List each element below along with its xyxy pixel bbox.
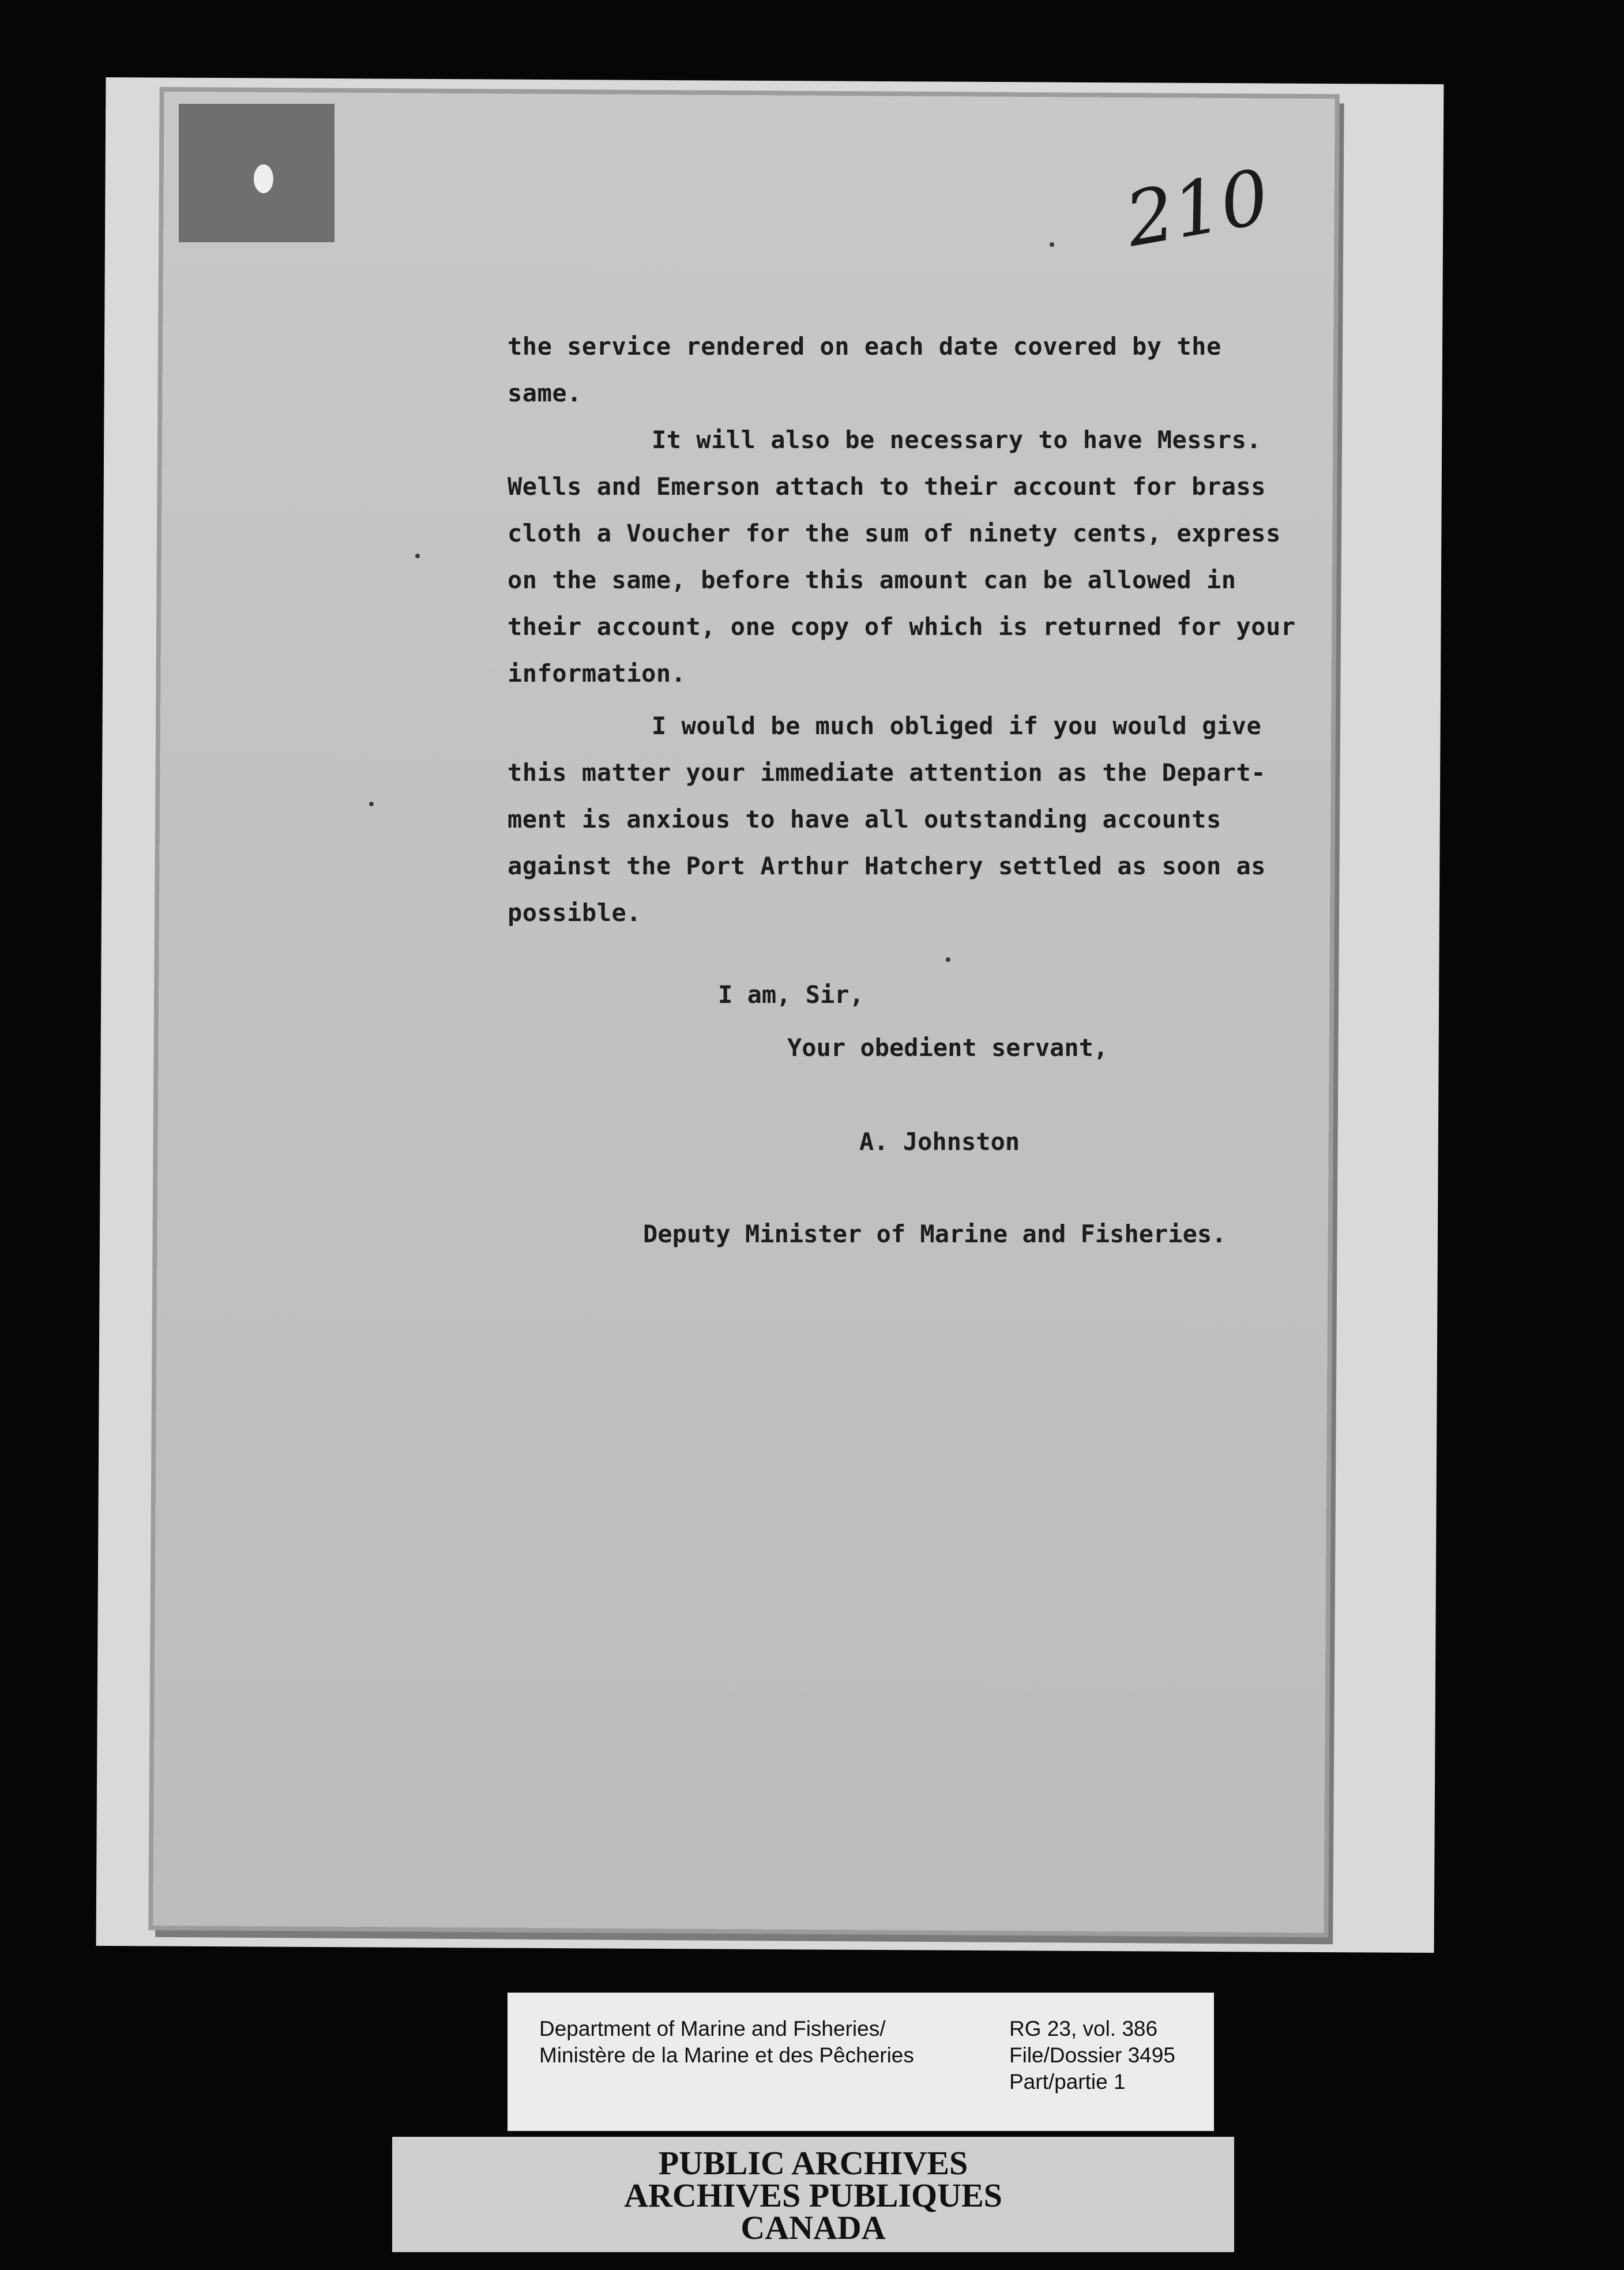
letter-body: [507, 323, 1296, 936]
handwritten-folio-number: 210: [1119, 152, 1276, 264]
paper-speck: [1050, 242, 1054, 247]
body-line: against the Port Arthur Hatchery settled as soon as: [507, 852, 1266, 880]
body-line: their account, one copy of which is returned for your: [507, 612, 1296, 641]
caption-file-number: File/Dossier 3495: [1009, 2043, 1175, 2067]
punch-hole: [254, 164, 273, 193]
body-line: this matter your immediate attention as the Depart-: [507, 758, 1266, 787]
body-line: Wells and Emerson attach to their account for brass: [507, 472, 1266, 501]
salutation: I am, Sir,: [718, 980, 864, 1009]
body-line: ment is anxious to have all outstanding accounts: [507, 805, 1221, 833]
body-line: It will also be necessary to have Messrs.: [652, 426, 1262, 454]
body-line: on the same, before this amount can be allowed in: [507, 566, 1236, 594]
stamp-line-2: ARCHIVES PUBLIQUES: [624, 2177, 1002, 2214]
caption-part: Part/partie 1: [1009, 2070, 1126, 2094]
paper-speck: [415, 554, 420, 558]
body-line: I would be much obliged if you would give: [652, 712, 1262, 740]
body-line: cloth a Voucher for the sum of ninety cents, express: [507, 519, 1281, 547]
stamp-line-3: CANADA: [740, 2209, 886, 2246]
caption-department-fr: Ministère de la Marine et des Pêcheries: [539, 2043, 914, 2067]
body-line: the service rendered on each date covered by the: [507, 332, 1221, 360]
complimentary-close: Your obedient servant,: [787, 1033, 1108, 1062]
caption-record-group: RG 23, vol. 386: [1009, 2017, 1158, 2040]
body-line: possible.: [507, 899, 642, 927]
signature-name: A. Johnston: [859, 1128, 1020, 1156]
paper-speck: [369, 802, 374, 806]
signatory-title: Deputy Minister of Marine and Fisheries.: [643, 1220, 1227, 1248]
body-line: same.: [507, 379, 582, 407]
body-line: information.: [507, 659, 686, 687]
paper-speck: [946, 957, 950, 962]
archives-stamp: [392, 2137, 1234, 2252]
caption-department-en: Department of Marine and Fisheries/: [539, 2017, 886, 2040]
stamp-line-1: PUBLIC ARCHIVES: [658, 2144, 968, 2182]
archive-caption-card: [507, 1993, 1214, 2131]
